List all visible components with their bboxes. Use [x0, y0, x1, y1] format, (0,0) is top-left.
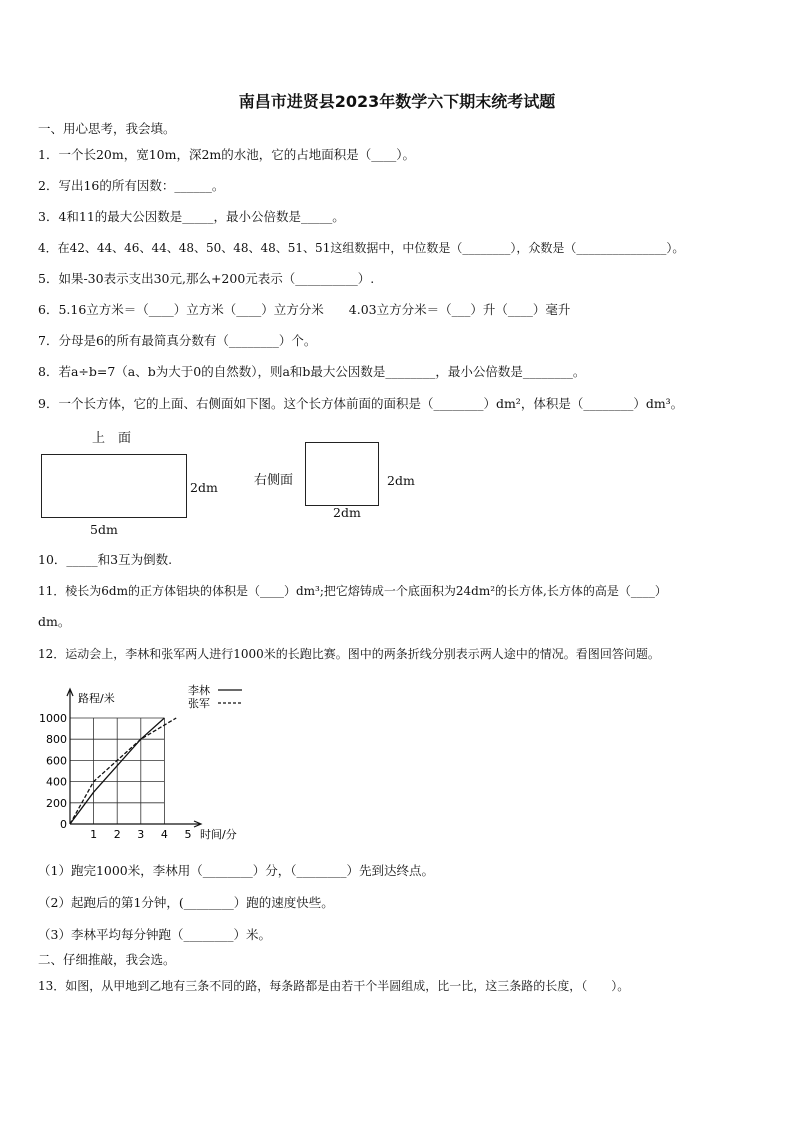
fig9-side-face [305, 442, 379, 506]
fig9-side-width: 2dm [333, 505, 361, 520]
legend-label: 张军 [188, 697, 210, 710]
x-tick-label: 5 [184, 828, 192, 841]
chart-lines [70, 718, 176, 824]
fig9-top-label: 上 面 [92, 431, 132, 446]
y-tick-label: 800 [46, 733, 67, 747]
question-13: 13．如图，从甲地到乙地有三条不同的路，每条路都是由若干个半圆组成，比一比，这三条路的长度，（ ）。 [38, 979, 630, 993]
question-11-line1: 11．棱长为6dm的正方体铝块的体积是（____）dm³;把它熔铸成一个底面积为24dm²的长方体,长方体的高是（____） [38, 584, 667, 598]
question-12-part3: （3）李林平均每分钟跑（________）米。 [38, 927, 271, 942]
section-1-heading: 一、用心思考，我会填。 [38, 121, 176, 136]
y-tick-label: 600 [46, 754, 67, 768]
legend-label: 李林 [188, 684, 210, 697]
section-2-heading: 二、仔细推敲，我会选。 [38, 952, 176, 967]
chart-y-axis-label: 路程/米 [78, 692, 115, 705]
y-tick-label: 200 [46, 796, 67, 810]
fig9-top-face [41, 454, 187, 518]
y-tick-label: 0 [60, 818, 67, 831]
chart-x-ticks [90, 828, 191, 841]
question-10: 10．_____和3互为倒数. [38, 552, 173, 567]
y-tick-label: 400 [46, 775, 67, 789]
question-4: 4．在42、44、46、44、48、50、48、48、51、51这组数据中，中位数是（________），众数是（_______________）。 [38, 241, 685, 255]
x-tick-label: 4 [160, 828, 168, 841]
fig9-top-width: 5dm [90, 522, 118, 537]
question-12-part2: （2）起跑后的第1分钟，(________）跑的速度快些。 [38, 895, 334, 910]
chart-x-axis-label: 时间/分 [200, 828, 237, 841]
chart-legend [188, 683, 242, 710]
question-12: 12．运动会上，李林和张军两人进行1000米的长跑比赛。图中的两条折线分别表示两人途中的情况。看图回答问题。 [38, 647, 660, 661]
question-12-part1: （1）跑完1000米，李林用（________）分，（________）先到达终点。 [38, 863, 435, 878]
question-11-line2: dm。 [38, 614, 71, 629]
question-9: 9．一个长方体，它的上面、右侧面如下图。这个长方体前面的面积是（________）dm²，体积是（________）dm³。 [38, 396, 684, 411]
series-line-2 [70, 718, 176, 824]
fig9-side-height: 2dm [387, 473, 415, 488]
x-tick-label: 3 [137, 828, 145, 841]
question-6: 6．5.16立方米＝（____）立方米（____）立方分米 4.03立方分米＝（___）升（____）毫升 [38, 302, 571, 317]
question-1: 1．一个长20m，宽10m，深2m的水池，它的占地面积是（____）。 [38, 147, 416, 162]
question-3: 3．4和11的最大公因数是_____，最小公倍数是_____。 [38, 209, 345, 224]
fig9-side-label: 右侧面 [254, 473, 294, 488]
page-title: 南昌市进贤县2023年数学六下期末统考试题 [238, 92, 556, 111]
fig9-top-height: 2dm [190, 480, 218, 495]
chart-axes [67, 689, 201, 827]
question-5: 5．如果-30表示支出30元,那么+200元表示（__________）. [38, 271, 375, 286]
race-chart [30, 680, 280, 845]
x-tick-label: 2 [113, 828, 121, 841]
y-tick-label: 1000 [39, 712, 67, 725]
x-tick-label: 1 [90, 828, 98, 841]
question-7: 7．分母是6的所有最简真分数有（________）个。 [38, 333, 317, 348]
question-2: 2．写出16的所有因数：______。 [38, 178, 225, 193]
chart-y-ticks [39, 712, 67, 831]
question-8: 8．若a÷b=7（a、b为大于0的自然数），则a和b最大公因数是________，最小公倍数是________。 [38, 364, 586, 379]
